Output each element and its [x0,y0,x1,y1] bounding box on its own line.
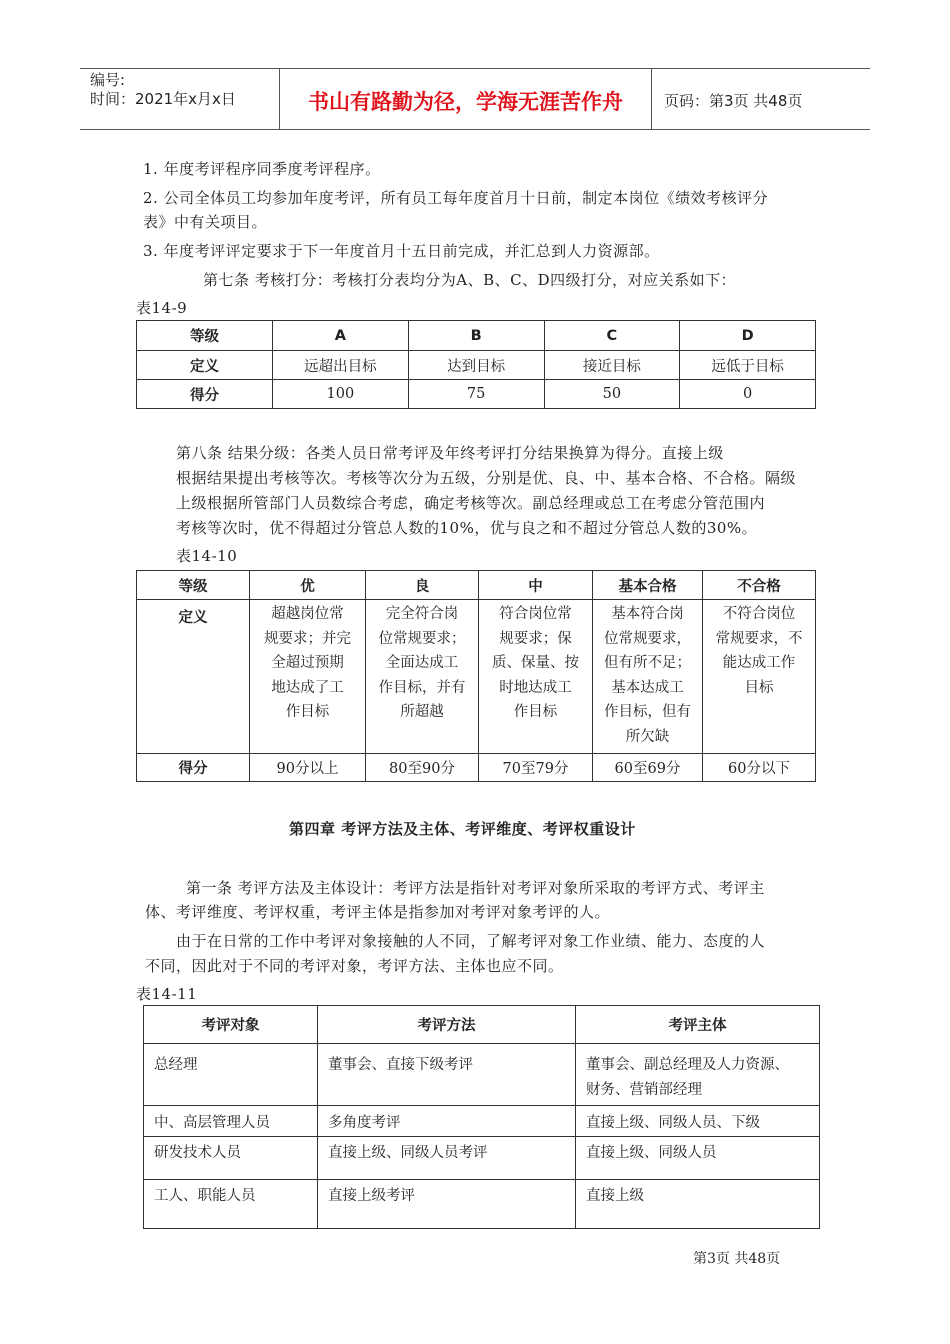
table-cell: 60至69分 [593,754,703,782]
article-1-line: 第一条 考评方法及主体设计：考评方法是指针对考评对象所采取的考评方式、考评主 [186,879,765,897]
table-header-cell: 考评对象 [144,1006,318,1044]
table-header-cell: B [408,321,544,351]
table-cell: 直接上级、同级人员考评 [318,1137,576,1180]
table-cell: 50 [544,380,680,409]
table-cell: 直接上级、同级人员、下级 [576,1106,820,1137]
table-cell: 董事会、直接下级考评 [318,1044,576,1106]
row-label: 定义 [137,351,273,380]
table-header-cell: 中 [479,571,593,600]
table-row [137,351,816,380]
table-caption: 表14-11 [136,985,198,1003]
table-header-cell: 考评方法 [318,1006,576,1044]
table-row [144,1180,820,1229]
page-header [80,68,870,130]
table-cell: 直接上级 [576,1180,820,1229]
table-cell: 70至79分 [479,754,593,782]
table-cell: 完全符合岗 位常规要求； 全面达成工 作目标，并有 所超越 [366,600,479,754]
table-row [144,1006,820,1044]
table-header-cell: 优 [250,571,366,600]
table-cell: 研发技术人员 [144,1137,318,1180]
table-cell: 基本符合岗 位常规要求， 但有所不足； 基本达成工 作目标，但有 所欠缺 [593,600,703,754]
table-caption: 表14-10 [176,547,238,565]
table-row [137,600,816,754]
table-row [137,571,816,600]
table-cell: 工人、职能人员 [144,1180,318,1229]
table-cell: 100 [273,380,409,409]
article-8-line: 第八条 结果分级：各类人员日常考评及年终考评打分结果换算为得分。直接上级 [176,444,724,462]
table-cell: 总经理 [144,1044,318,1106]
table-header-cell: A [273,321,409,351]
header-motto: 书山有路勤为径，学海无涯苦作舟 [280,69,652,129]
table-cell: 远低于目标 [680,351,816,380]
table-row [144,1044,820,1106]
list-item: 1. 年度考评程序同季度考评程序。 [143,160,381,178]
table-cell: 0 [680,380,816,409]
table-cell: 达到目标 [408,351,544,380]
table-cell: 中、高层管理人员 [144,1106,318,1137]
list-item: 2. 公司全体员工均参加年度考评，所有员工每年度首月十日前，制定本岗位《绩效考核评分 [143,189,769,207]
row-label: 得分 [137,380,273,409]
table-header-cell: D [680,321,816,351]
table-header-cell: 等级 [137,321,273,351]
table-header-cell: 不合格 [703,571,816,600]
table-cell: 接近目标 [544,351,680,380]
id-label: 编号: [90,71,126,89]
table-header-cell: C [544,321,680,351]
table-cell: 60分以下 [703,754,816,782]
chapter-title: 第四章 考评方法及主体、考评维度、考评权重设计 [289,820,636,838]
table-cell: 远超出目标 [273,351,409,380]
table-cell: 90分以上 [250,754,366,782]
article-8-line: 根据结果提出考核等次。考核等次分为五级，分别是优、良、中、基本合格、不合格。隔级 [176,469,797,487]
article-7: 第七条 考核打分：考核打分表均分为A、B、C、D四级打分，对应关系如下： [203,271,737,289]
table-cell: 董事会、副总经理及人力资源、 财务、营销部经理 [576,1044,820,1106]
table-cell: 75 [408,380,544,409]
header-page-label: 页码：第3页 共48页 [664,91,803,110]
table-cell: 不符合岗位 常规要求，不 能达成工作 目标 [703,600,816,754]
table-cell: 直接上级考评 [318,1180,576,1229]
paragraph-line: 由于在日常的工作中考评对象接触的人不同，了解考评对象工作业绩、能力、态度的人 [176,932,766,950]
table-row [137,321,816,351]
paragraph-line: 不同，因此对于不同的考评对象，考评方法、主体也应不同。 [145,957,564,975]
article-1-line: 体、考评维度、考评权重，考评主体是指参加对考评对象考评的人。 [145,903,611,921]
table-cell: 超越岗位常 规要求；并完 全超过预期 地达成了工 作目标 [250,600,366,754]
table-cell: 多角度考评 [318,1106,576,1137]
date-label: 时间：2021年x月x日 [90,90,236,108]
article-8-line: 考核等次时，优不得超过分管总人数的10%，优与良之和不超过分管总人数的30%。 [176,519,758,537]
list-item-continuation: 表》中有关项目。 [143,213,268,231]
row-label: 得分 [137,754,250,782]
grade-table [136,320,816,409]
table-header-cell: 基本合格 [593,571,703,600]
table-header-cell: 良 [366,571,479,600]
table-row [144,1137,820,1180]
result-grade-table [136,570,816,782]
article-8-line: 上级根据所管部门人员数综合考虑，确定考核等次。副总经理或总工在考虑分管范围内 [176,494,766,512]
table-cell: 符合岗位常 规要求；保 质、保量、按 时地达成工 作目标 [479,600,593,754]
table-header-cell: 等级 [137,571,250,600]
table-caption: 表14-9 [136,299,188,317]
table-row [144,1106,820,1137]
table-header-cell: 考评主体 [576,1006,820,1044]
page-footer: 第3页 共48页 [693,1251,781,1267]
table-row [137,380,816,409]
list-item: 3. 年度考评评定要求于下一年度首月十五日前完成，并汇总到人力资源部。 [143,242,660,260]
row-label: 定义 [137,600,250,754]
table-cell: 80至90分 [366,754,479,782]
evaluation-method-table [143,1005,820,1229]
header-meta [80,69,280,129]
table-cell: 直接上级、同级人员 [576,1137,820,1180]
table-row [137,754,816,782]
